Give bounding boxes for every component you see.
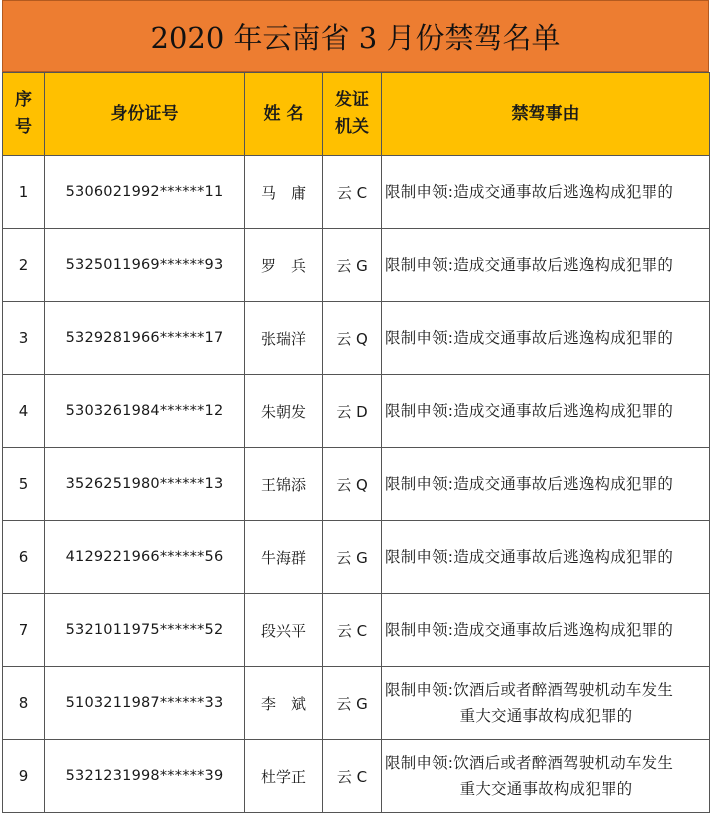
cell-office: 云 G <box>323 229 382 302</box>
header-office <box>323 73 382 156</box>
reason-line1: 限制申领:造成交通事故后逃逸构成犯罪的 <box>385 183 674 201</box>
cell-seq: 4 <box>3 375 45 448</box>
cell-office: 云 C <box>323 740 382 813</box>
table-body <box>3 156 710 813</box>
cell-name: 罗 兵 <box>245 229 323 302</box>
header-seq <box>3 73 45 156</box>
cell-reason <box>382 740 710 813</box>
reason-line1: 限制申领:造成交通事故后逃逸构成犯罪的 <box>385 256 674 274</box>
header-seq-line2: 号 <box>15 117 32 137</box>
cell-reason <box>382 521 710 594</box>
cell-reason <box>382 375 710 448</box>
reason-line1: 限制申领:饮酒后或者醉酒驾驶机动车发生 <box>385 754 674 772</box>
header-row <box>3 73 710 156</box>
cell-seq: 6 <box>3 521 45 594</box>
cell-reason <box>382 448 710 521</box>
cell-reason <box>382 594 710 667</box>
cell-name: 张瑞洋 <box>245 302 323 375</box>
cell-seq: 9 <box>3 740 45 813</box>
reason-line2: 重大交通事故构成犯罪的 <box>459 780 633 798</box>
table-row <box>3 448 710 521</box>
cell-id: 5306021992******11 <box>45 156 245 229</box>
header-id: 身份证号 <box>45 73 245 156</box>
cell-name: 马 庸 <box>245 156 323 229</box>
reason-line1: 限制申领:饮酒后或者醉酒驾驶机动车发生 <box>385 681 674 699</box>
cell-name: 杜学正 <box>245 740 323 813</box>
header-name: 姓 名 <box>245 73 323 156</box>
cell-seq: 3 <box>3 302 45 375</box>
reason-line1: 限制申领:造成交通事故后逃逸构成犯罪的 <box>385 548 674 566</box>
cell-id: 5329281966******17 <box>45 302 245 375</box>
header-office-line2: 机关 <box>335 117 369 137</box>
page-title: 2020 年云南省 3 月份禁驾名单 <box>2 0 709 72</box>
cell-reason <box>382 156 710 229</box>
cell-seq: 8 <box>3 667 45 740</box>
table-row <box>3 521 710 594</box>
cell-office: 云 C <box>323 156 382 229</box>
cell-office: 云 C <box>323 594 382 667</box>
ban-list-table <box>2 72 710 813</box>
cell-name: 李 斌 <box>245 667 323 740</box>
reason-line2: 重大交通事故构成犯罪的 <box>459 707 633 725</box>
cell-id: 5103211987******33 <box>45 667 245 740</box>
table-row <box>3 302 710 375</box>
cell-reason <box>382 229 710 302</box>
cell-office: 云 D <box>323 375 382 448</box>
reason-line1: 限制申领:造成交通事故后逃逸构成犯罪的 <box>385 621 674 639</box>
cell-name: 段兴平 <box>245 594 323 667</box>
cell-id: 3526251980******13 <box>45 448 245 521</box>
cell-seq: 2 <box>3 229 45 302</box>
header-office-line1: 发证 <box>335 90 369 110</box>
table-row <box>3 375 710 448</box>
reason-line1: 限制申领:造成交通事故后逃逸构成犯罪的 <box>385 402 674 420</box>
table-row <box>3 594 710 667</box>
cell-seq: 7 <box>3 594 45 667</box>
cell-id: 5303261984******12 <box>45 375 245 448</box>
cell-office: 云 G <box>323 667 382 740</box>
table-row <box>3 156 710 229</box>
cell-office: 云 G <box>323 521 382 594</box>
table-row <box>3 740 710 813</box>
cell-id: 5321011975******52 <box>45 594 245 667</box>
cell-id: 5321231998******39 <box>45 740 245 813</box>
cell-id: 5325011969******93 <box>45 229 245 302</box>
header-reason: 禁驾事由 <box>382 73 710 156</box>
cell-office: 云 Q <box>323 302 382 375</box>
cell-name: 朱朝发 <box>245 375 323 448</box>
reason-line1: 限制申领:造成交通事故后逃逸构成犯罪的 <box>385 475 674 493</box>
cell-seq: 5 <box>3 448 45 521</box>
cell-reason <box>382 667 710 740</box>
reason-line1: 限制申领:造成交通事故后逃逸构成犯罪的 <box>385 329 674 347</box>
table-row <box>3 229 710 302</box>
cell-seq: 1 <box>3 156 45 229</box>
cell-name: 牛海群 <box>245 521 323 594</box>
cell-id: 4129221966******56 <box>45 521 245 594</box>
cell-reason <box>382 302 710 375</box>
header-seq-line1: 序 <box>15 90 32 110</box>
cell-name: 王锦添 <box>245 448 323 521</box>
cell-office: 云 Q <box>323 448 382 521</box>
ban-list-sheet <box>2 0 709 813</box>
table-row <box>3 667 710 740</box>
